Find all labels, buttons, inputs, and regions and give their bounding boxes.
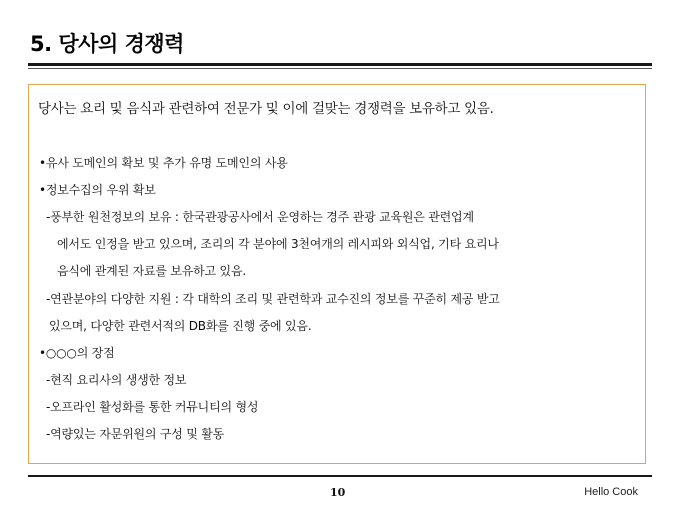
continuation-line: 에서도 인정을 받고 있으며, 조리의 각 분야에 3천여개의 레시피와 외식업, 기타 요리나 (57, 237, 499, 251)
page-number: 10 (330, 486, 346, 499)
footer-brand: Hello Cook (584, 486, 638, 498)
sub-line: -오프라인 활성화를 통한 커뮤니티의 형성 (46, 400, 259, 414)
content-box (28, 84, 646, 464)
bullet-line: •○○○의 장점 (39, 346, 115, 360)
title-rule-thick (28, 63, 652, 66)
title-rule-thin (28, 68, 652, 69)
bullet-line: •정보수집의 우위 확보 (39, 183, 156, 197)
continuation-line: 음식에 관계된 자료를 보유하고 있음. (57, 264, 246, 278)
sub-line: -현직 요리사의 생생한 정보 (46, 373, 187, 387)
slide-title: 5. 당사의 경쟁력 (30, 32, 184, 56)
bullet-line: •유사 도메인의 확보 및 추가 유명 도메인의 사용 (39, 156, 288, 170)
intro-text: 당사는 요리 및 음식과 관련하여 전문가 및 이에 걸맞는 경쟁력을 보유하고 있음. (38, 101, 494, 117)
footer-rule (28, 475, 652, 477)
sub-line: -연관분야의 다양한 지원 : 각 대학의 조리 및 관련학과 교수진의 정보를 꾸준히 제공 받고 (46, 292, 500, 306)
continuation-line: 있으며, 다양한 관련서적의 DB화를 진행 중에 있음. (49, 319, 312, 333)
sub-line: -역량있는 자문위원의 구성 및 활동 (46, 427, 225, 441)
sub-line: -풍부한 원천정보의 보유 : 한국관광공사에서 운영하는 경주 관광 교육원은 관련업계 (46, 210, 474, 224)
